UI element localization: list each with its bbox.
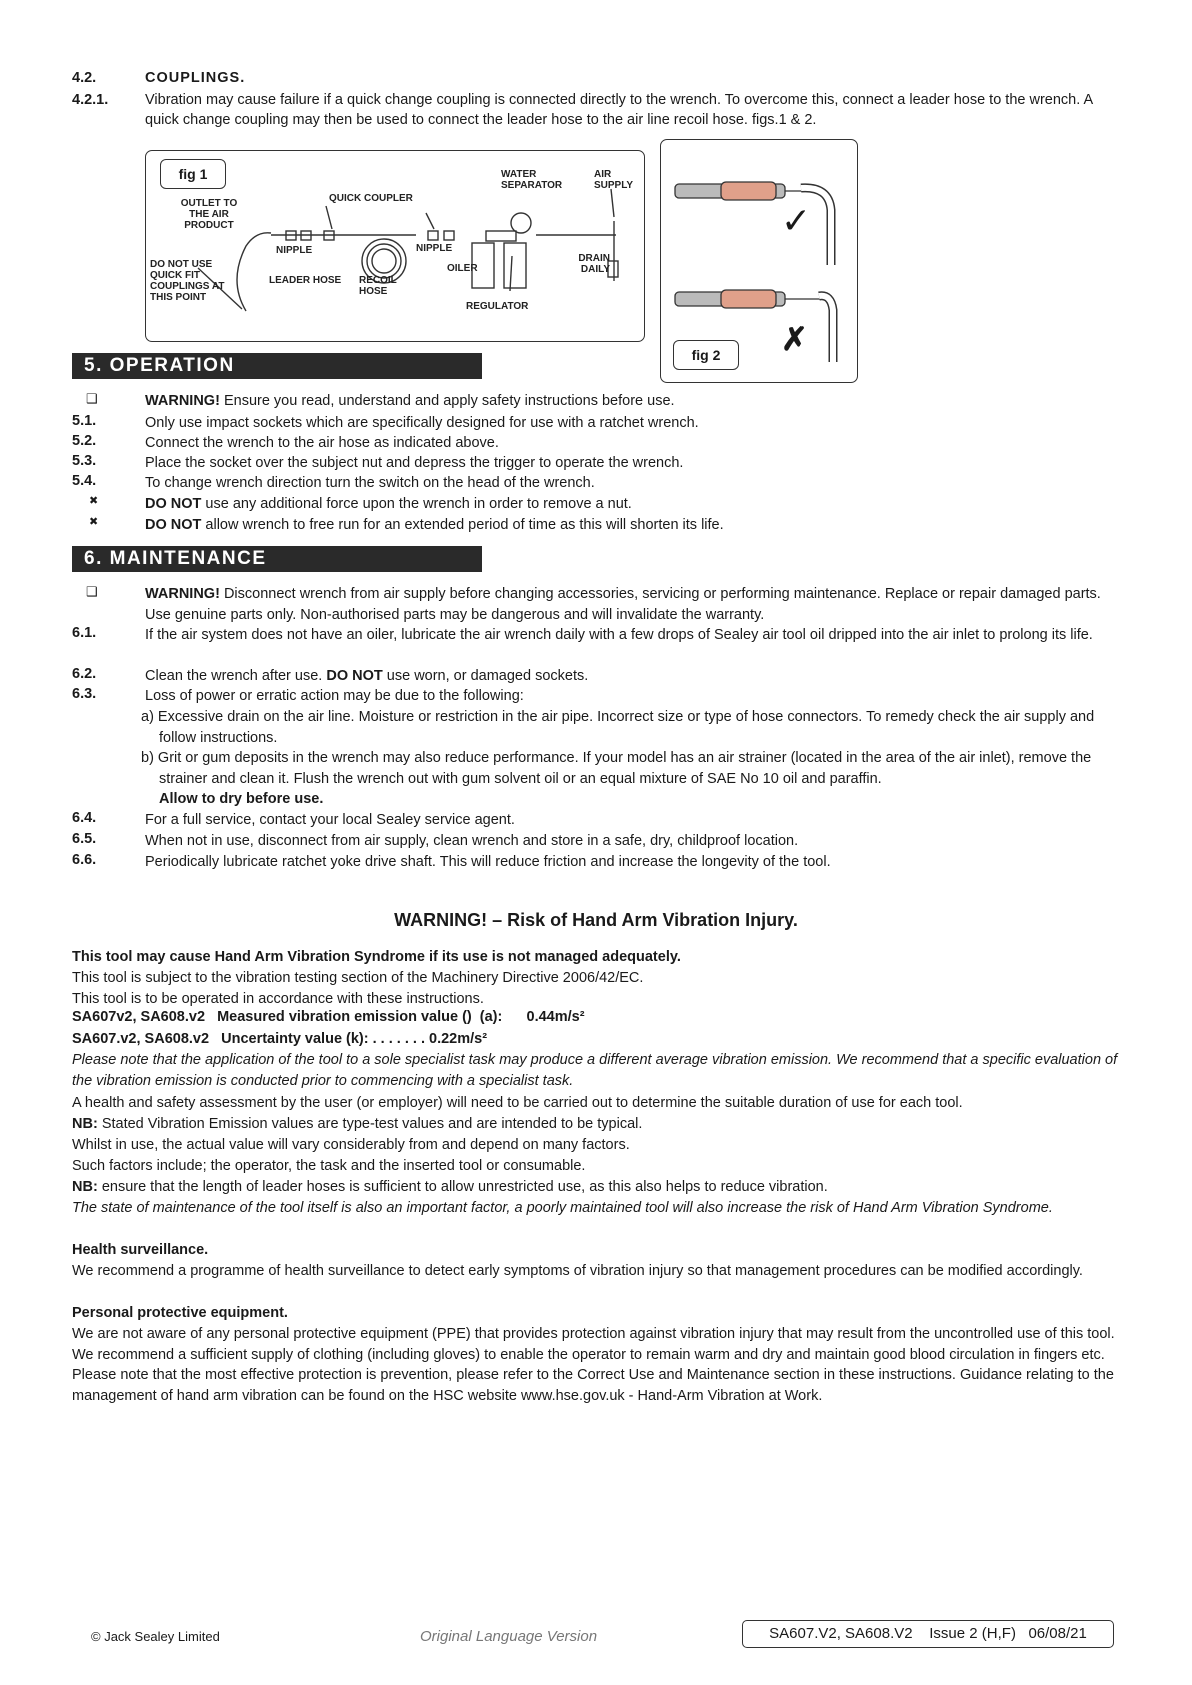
item-text: Place the socket over the subject nut and depress the trigger to operate the wrench. [145, 455, 684, 471]
item-text: Loss of power or erratic action may be due to the following: [145, 688, 524, 704]
item-text: Clean the wrench after use. DO NOT use worn, or damaged sockets. [145, 668, 589, 684]
label-leader-hose: LEADER HOSE [269, 275, 342, 286]
label-quick-coupler: QUICK COUPLER [329, 193, 413, 204]
item-text: If the air system does not have an oiler, lubricate the air wrench daily with a few drops of Sealey air tool oil dripped into the air inlet to prolong its life. [145, 627, 1093, 643]
figure-1-tag: fig 1 [160, 159, 226, 189]
item-text: To change wrench direction turn the switch on the head of the wrench. [145, 475, 595, 491]
original-language: Original Language Version [420, 1628, 598, 1645]
checkbox-icon: ❑ [86, 584, 98, 599]
vib-line: This tool is to be operated in accordance with these instructions. [72, 991, 484, 1007]
label-outlet: OUTLET TO THE AIR PRODUCT [180, 198, 238, 231]
donot-2: DO NOT allow wrench to free run for an extended period of time as this will shorten its life. [145, 517, 724, 533]
copyright: © Jack Sealey Limited [91, 1629, 220, 1644]
vib-line: This tool is subject to the vibration testing section of the Machinery Directive 2006/42/EC. [72, 970, 644, 986]
vib-line: Whilst in use, the actual value will vary considerably from and depend on many factors. [72, 1137, 630, 1153]
figure-1 [145, 150, 645, 342]
checkbox-icon: ❑ [86, 391, 98, 406]
label-oiler: OILER [447, 263, 478, 274]
label-nipple-1: NIPPLE [276, 245, 313, 256]
label-drain-daily: DRAIN DAILY [578, 253, 610, 275]
section-title: COUPLINGS. [145, 70, 246, 86]
maintenance-heading: 6. MAINTENANCE [72, 546, 482, 572]
maintenance-warning: WARNING! Disconnect wrench from air supply before changing accessories, servicing or performing maintenance. Replace or repair damaged parts. Use genuine parts only. Non-authorised parts may be dangerous and will invalidate the warranty. [145, 586, 1101, 623]
item-number: 5.3. [72, 453, 97, 469]
item-number: 5.1. [72, 413, 97, 429]
cross-bullet-icon: ✖ [89, 495, 99, 507]
vib-line: This tool may cause Hand Arm Vibration Syndrome if its use is not managed adequately. [72, 949, 681, 965]
item-number: 5.2. [72, 433, 97, 449]
item-number: 6.4. [72, 810, 97, 826]
vib-line: NB: Stated Vibration Emission values are type-test values and are intended to be typical. [72, 1116, 643, 1132]
item-number: 6.1. [72, 625, 97, 641]
item-number: 6.2. [72, 666, 97, 682]
vib-line: A health and safety assessment by the user (or employer) will need to be carried out to determine the suitable duration of use for each tool. [72, 1095, 963, 1111]
item-number: 6.3. [72, 686, 97, 702]
vib-line: Such factors include; the operator, the task and the inserted tool or consumable. [72, 1158, 586, 1174]
vib-line: We recommend a programme of health surveillance to detect early symptoms of vibration injury so that management procedures can be modified accordingly. [72, 1263, 1083, 1279]
item-number: 5.4. [72, 473, 97, 489]
label-recoil-hose: RECOIL HOSE [359, 275, 397, 297]
operation-warning: WARNING! Ensure you read, understand and apply safety instructions before use. [145, 393, 675, 409]
ppe-heading: Personal protective equipment. [72, 1305, 288, 1321]
figure-2-tag: fig 2 [673, 340, 739, 370]
cross-bullet-icon: ✖ [89, 516, 99, 528]
item-text: b) Grit or gum deposits in the wrench may also reduce performance. If your model has an air strainer (located in the area of the air inlet), remove the strainer and clean it. Flush the wrench out with gum solvent oil or an equal mixture of SAE No 10 oil and paraffin. [141, 750, 1092, 787]
vibration-title: WARNING! – Risk of Hand Arm Vibration Injury. [394, 910, 798, 930]
vib-line: The state of maintenance of the tool itself is also an important factor, a poorly maintained tool will also increase the risk of Hand Arm Vibration Syndrome. [72, 1200, 1053, 1216]
label-nipple-2: NIPPLE [416, 243, 453, 254]
doc-reference: SA607.V2, SA608.V2 Issue 2 (H,F) 06/08/21 [742, 1620, 1114, 1648]
item-text: When not in use, disconnect from air supply, clean wrench and store in a safe, dry, childproof location. [145, 833, 799, 849]
donot-1: DO NOT use any additional force upon the wrench in order to remove a nut. [145, 496, 632, 512]
item-text: Only use impact sockets which are specifically designed for use with a ratchet wrench. [145, 415, 699, 431]
item-text: Allow to dry before use. [159, 791, 324, 807]
figure-2 [660, 139, 858, 383]
vib-line: Please note that the application of the tool to a sole specialist task may produce a different average vibration emission. We recommend that a specific evaluation of the vibration emission is conducted prior to commencing with a specialist task. [72, 1052, 1118, 1089]
label-air-supply: AIR SUPPLY [594, 169, 634, 191]
vib-line: SA607.v2, SA608.v2 Uncertainty value (k): . . . . . . . 0.22m/s² [72, 1031, 488, 1047]
label-water-separator: WATER SEPARATOR [501, 169, 563, 191]
item-text: Periodically lubricate ratchet yoke drive shaft. This will reduce friction and increase the longevity of the tool. [145, 854, 831, 870]
couplings-text: Vibration may cause failure if a quick change coupling is connected directly to the wrench. To overcome this, connect a leader hose to the wrench. A quick change coupling may then be used to connect the leader hose to the air line recoil hose. figs.1 & 2. [145, 92, 1093, 128]
label-regulator: REGULATOR [466, 301, 529, 312]
item-number: 6.5. [72, 831, 97, 847]
vib-line: NB: ensure that the length of leader hoses is sufficient to allow unrestricted use, as this also helps to reduce vibration. [72, 1179, 828, 1195]
item-text: For a full service, contact your local Sealey service agent. [145, 812, 515, 828]
check-icon: ✓ [781, 200, 812, 241]
vib-line: We are not aware of any personal protective equipment (PPE) that provides protection against vibration injury that may result from the uncontrolled use of this tool. We recommend a sufficient supply of clothing (including gloves) to enable the operator to remain warm and dry and maintain good blood circulation in fingers etc. Please note that the most effective protection is prevention, please refer to the Correct Use and Maintenance section in these instructions. Guidance relating to the management of hand arm vibration can be found on the HSC website www.hse.gov.uk - Hand-Arm Vibration at Work. [72, 1326, 1115, 1404]
item-number: 6.6. [72, 852, 97, 868]
item-text: Connect the wrench to the air hose as indicated above. [145, 435, 499, 451]
vib-line: SA607v2, SA608.v2 Measured vibration emission value () (a): 0.44m/s² [72, 1009, 585, 1025]
operation-heading: 5. OPERATION [72, 353, 482, 379]
item-text: a) Excessive drain on the air line. Moisture or restriction in the air pipe. Incorrect size or type of hose connectors. To remedy check the air supply and follow instructions. [141, 709, 1095, 746]
cross-icon: ✗ [781, 321, 808, 357]
health-heading: Health surveillance. [72, 1242, 209, 1258]
label-do-not: DO NOT USE QUICK FIT COUPLINGS AT THIS POINT [150, 259, 225, 303]
section-number: 4.2. [72, 70, 97, 86]
subsection-number: 4.2.1. [72, 92, 109, 108]
